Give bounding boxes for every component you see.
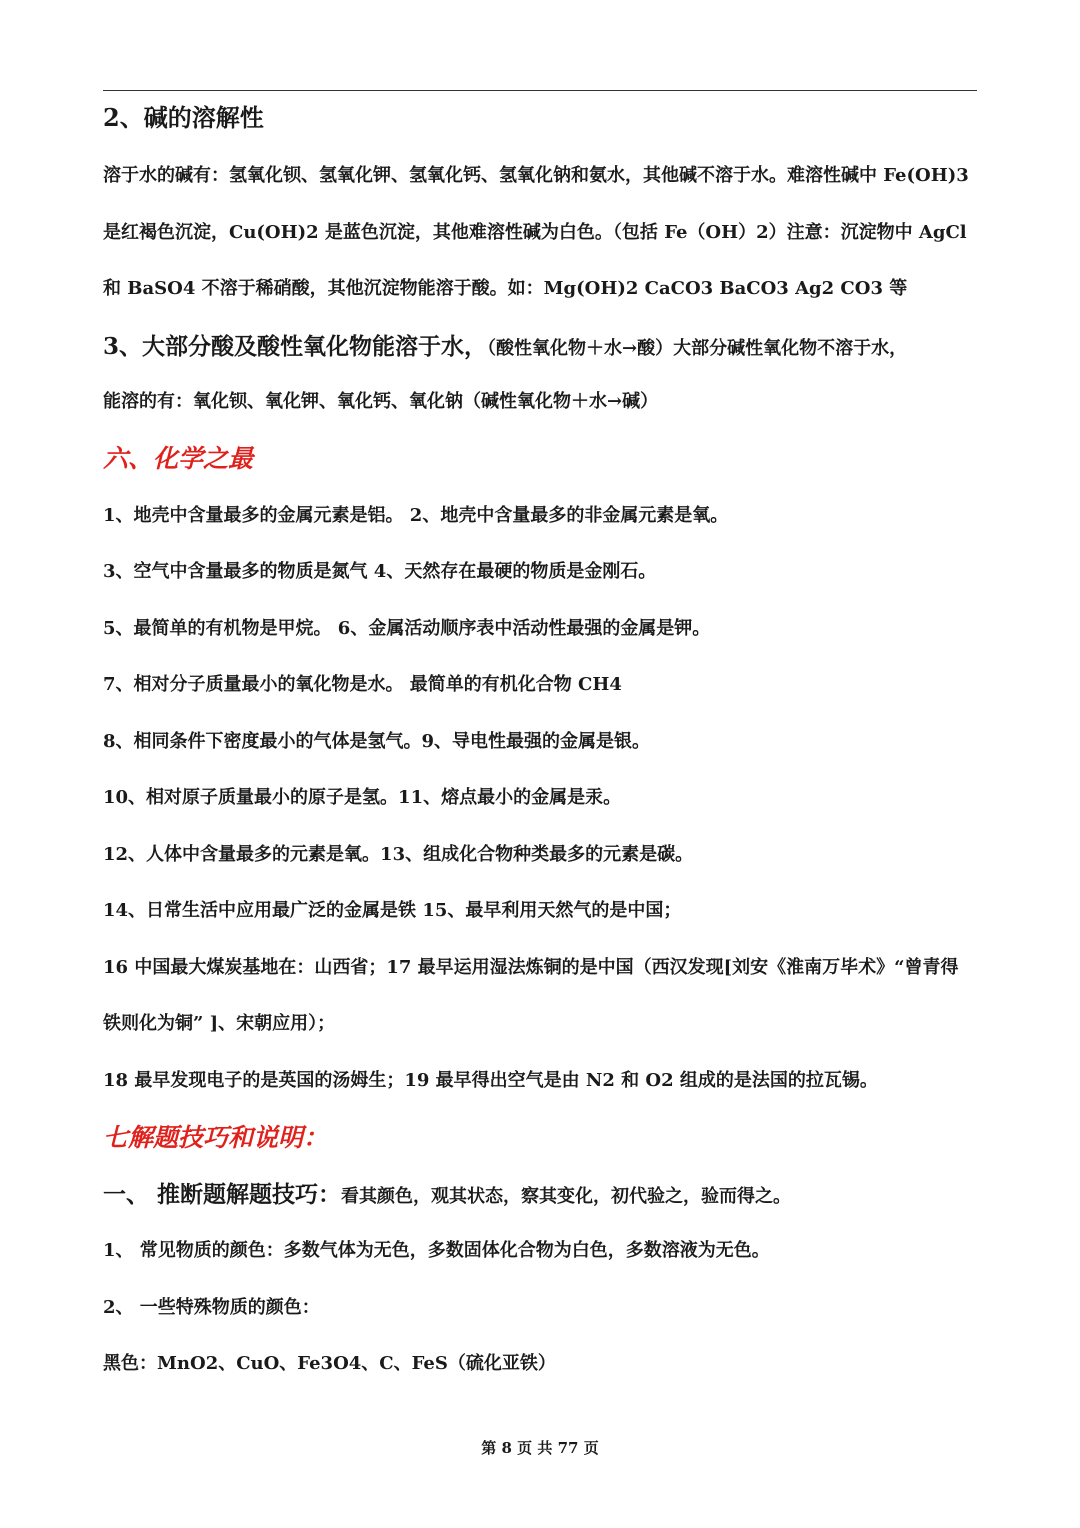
list-item: 铁则化为铜” ]、宋朝应用）；	[103, 1013, 336, 1034]
list-item: 5、最简单的有机物是甲烷。 6、金属活动顺序表中活动性最强的金属是钾。	[103, 618, 711, 639]
list-item: 8、相同条件下密度最小的气体是氢气。9、导电性最强的金属是银。	[103, 731, 651, 752]
list-item: 3、空气中含量最多的物质是氮气 4、天然存在最硬的物质是金刚石。	[103, 561, 657, 582]
section-7-sub-title: 一、 推断题解题技巧：	[103, 1181, 342, 1208]
page-footer: 第 8 页 共 77 页	[481, 1439, 599, 1457]
list-item: 18 最早发现电子的是英国的汤姆生；19 最早得出空气是由 N2 和 O2 组成的是法国的拉瓦锡。	[103, 1070, 878, 1091]
text-line: 和 BaSO4 不溶于稀硝酸，其他沉淀物能溶于酸。如：Mg(OH)2 CaCO3 BaCO3 Ag2 CO3 等	[103, 278, 908, 299]
section-3-rest: （酸性氧化物＋水→酸）大部分碱性氧化物不溶于水，	[487, 338, 908, 359]
section-3-title: 3、大部分酸及酸性氧化物能溶于水，	[103, 333, 488, 360]
list-item: 7、相对分子质量最小的氧化物是水。 最简单的有机化合物 CH4	[103, 674, 622, 695]
text-line: 能溶的有：氧化钡、氧化钾、氧化钙、氧化钠（碱性氧化物＋水→碱）	[103, 391, 659, 412]
list-item: 14、日常生活中应用最广泛的金属是铁 15、最早利用天然气的是中国；	[103, 900, 682, 921]
list-item: 12、人体中含量最多的元素是氧。13、组成化合物种类最多的元素是碳。	[103, 844, 694, 865]
section-7-sub-line	[103, 1181, 791, 1209]
section-3-line	[103, 333, 907, 361]
text-line: 2、 一些特殊物质的颜色：	[103, 1297, 320, 1318]
list-item: 1、地壳中含量最多的金属元素是铝。 2、地壳中含量最多的非金属元素是氧。	[103, 505, 729, 526]
section-7-title: 七解题技巧和说明：	[103, 1123, 329, 1152]
section-6-title: 六、化学之最	[103, 444, 254, 473]
text-line: 1、 常见物质的颜色：多数气体为无色，多数固体化合物为白色，多数溶液为无色。	[103, 1240, 770, 1261]
list-item: 10、相对原子质量最小的原子是氢。11、熔点最小的金属是汞。	[103, 787, 622, 808]
header-rule	[103, 90, 977, 91]
section-2-title: 2、碱的溶解性	[103, 103, 264, 132]
list-item: 16 中国最大煤炭基地在：山西省；17 最早运用湿法炼铜的是中国（西汉发现[刘安《淮南万毕术》“曾青得	[103, 957, 959, 978]
text-line: 黑色：MnO2、CuO、Fe3O4、C、FeS（硫化亚铁）	[103, 1353, 556, 1374]
section-7-sub-rest: 看其颜色，观其状态，察其变化，初代验之，验而得之。	[341, 1186, 792, 1207]
text-line: 是红褐色沉淀，Cu(OH)2 是蓝色沉淀，其他难溶性碱为白色。（包括 Fe（OH）2）注意：沉淀物中 AgCl	[103, 222, 967, 243]
text-line: 溶于水的碱有：氢氧化钡、氢氧化钾、氢氧化钙、氢氧化钠和氨水，其他碱不溶于水。难溶性碱中 Fe(OH)3	[103, 165, 969, 186]
